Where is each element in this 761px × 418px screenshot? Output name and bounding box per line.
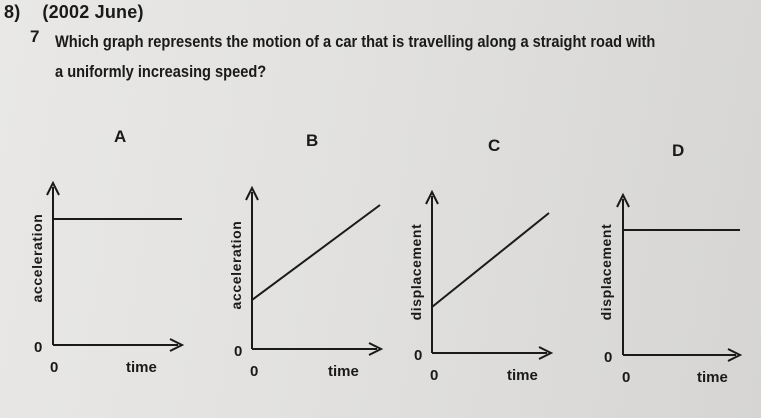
graph-a: [29, 183, 182, 376]
graph-c-x-label: time: [507, 367, 538, 384]
graph-d-x-origin: 0: [622, 369, 631, 386]
option-b-label: B: [306, 131, 319, 150]
graph-d-y-label: displacement: [598, 223, 614, 321]
graph-d-x-label: time: [697, 369, 728, 386]
graph-b-y-label: acceleration: [228, 220, 244, 310]
option-c-label: C: [488, 136, 501, 155]
graph-a-y-origin: 0: [34, 339, 43, 356]
question-header-number: 8): [4, 2, 21, 22]
graph-c-y-origin: 0: [414, 347, 423, 364]
question-header-date: (2002 June): [42, 2, 144, 22]
graph-a-y-label: acceleration: [29, 213, 45, 303]
graph-b-y-origin: 0: [234, 343, 243, 360]
question-number: 7: [30, 27, 40, 46]
graph-c-x-origin: 0: [430, 367, 439, 384]
graph-b-x-origin: 0: [250, 363, 259, 380]
graph-a-x-origin: 0: [50, 359, 59, 376]
graph-b: [228, 188, 381, 380]
option-d-label: D: [672, 141, 685, 160]
graph-d-y-origin: 0: [604, 349, 613, 366]
question-text: Which graph represents the motion of a car that is travelling along a straight road with a uniformly increasing speed?: [55, 32, 656, 81]
graph-c-y-label: displacement: [408, 223, 424, 321]
graph-b-line: [252, 205, 380, 300]
option-a-label: A: [114, 127, 127, 146]
graph-c-line: [432, 213, 549, 307]
graph-a-x-label: time: [126, 359, 157, 376]
graph-b-x-label: time: [328, 363, 359, 380]
graph-c: [408, 192, 551, 384]
graph-d: [598, 195, 740, 386]
